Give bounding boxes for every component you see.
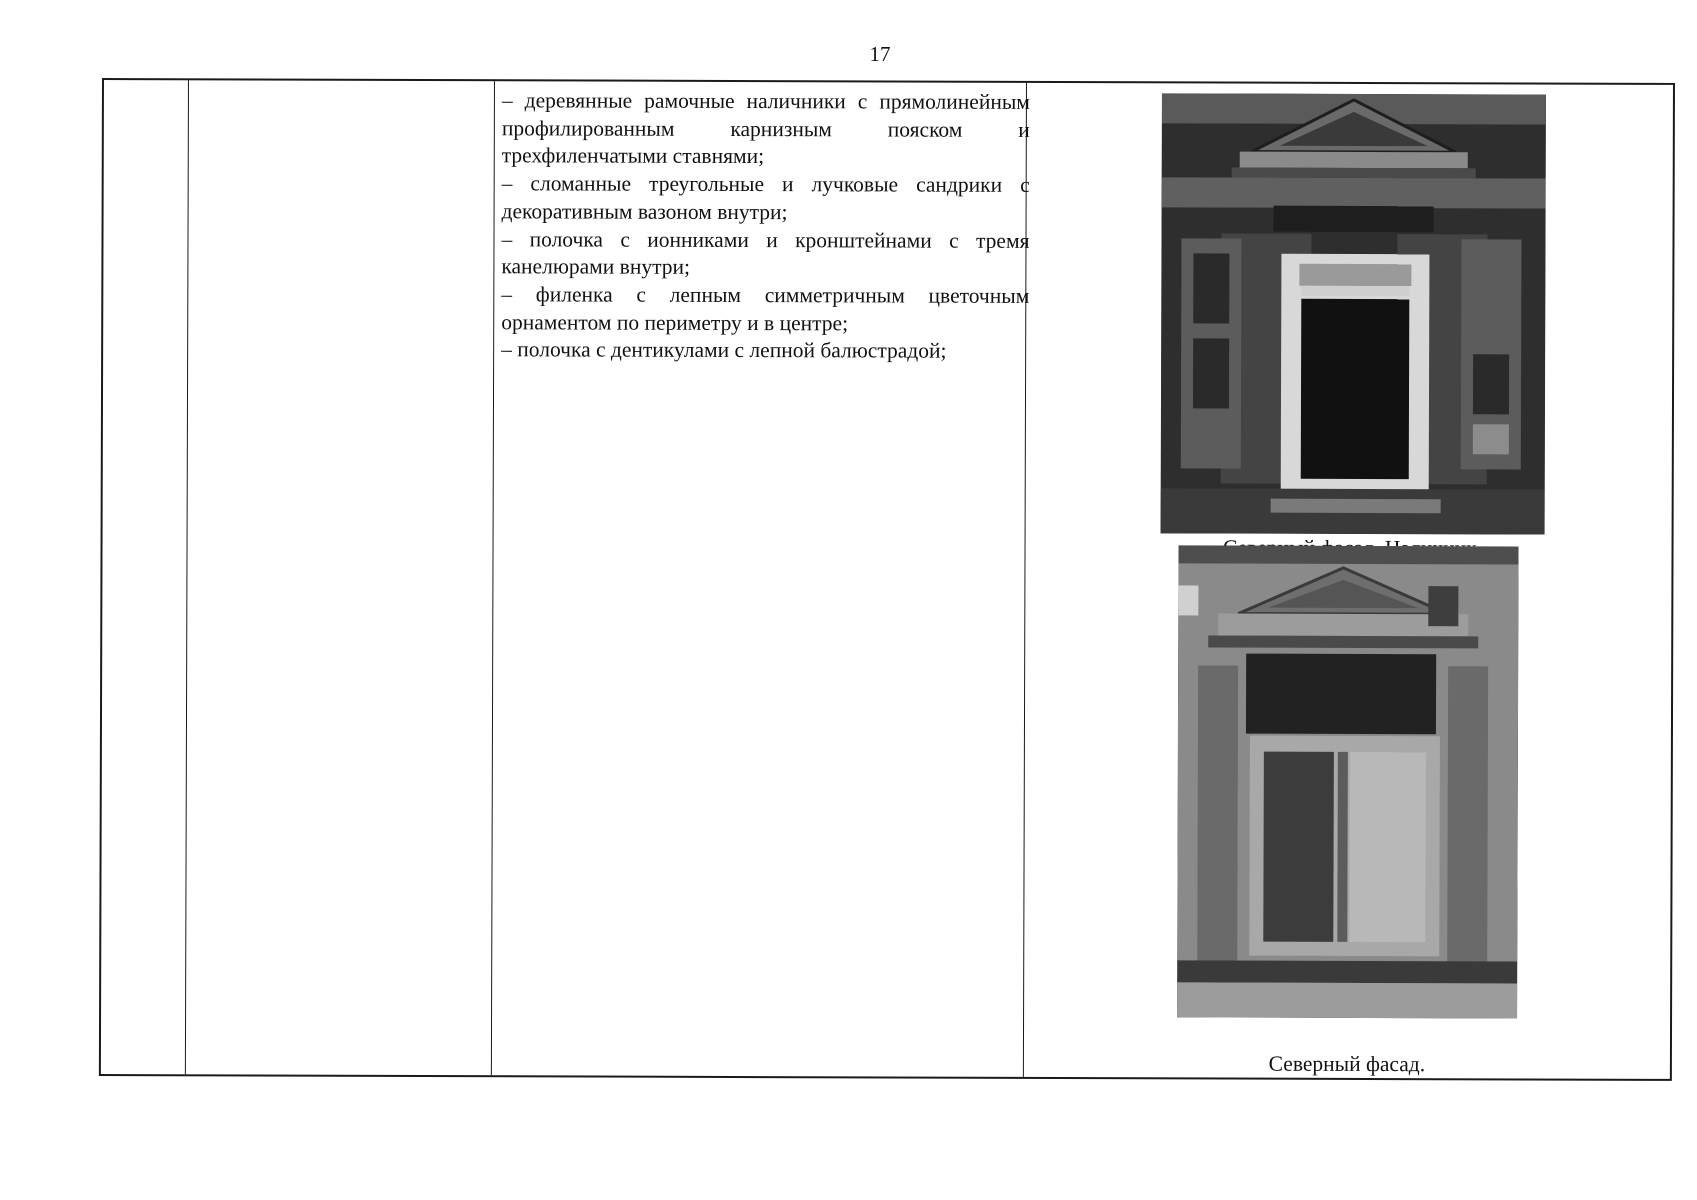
photo-caption: Северный фасад. [1268, 1051, 1426, 1077]
column-divider-1 [185, 80, 189, 1074]
description-item: – полочка с дентикулами с лепной балюстрадой; [501, 337, 947, 363]
window-casing-illustration [1161, 93, 1546, 534]
photo-facade-window [1177, 545, 1518, 1018]
page-number: 17 [869, 42, 891, 66]
facade-window-illustration [1177, 545, 1518, 1018]
description-item: – полочка с ионниками и кронштейнами с тремя канелюрами внутри; [501, 226, 1030, 280]
column-divider-2 [491, 81, 495, 1075]
description-item: – деревянные рамочные наличники с прямолинейным профилированным карнизным пояском и трехфиленчатыми ставнями; [501, 88, 1030, 169]
document-table [99, 78, 1675, 1081]
description-item: – филенка с лепным симметричным цветочным орнаментом по периметру и в центре; [501, 282, 1030, 335]
description-item: – сломанные треугольные и лучковые сандрики с декоративным вазоном внутри; [501, 171, 1030, 224]
photo-window-casing [1161, 93, 1546, 534]
description-cell [501, 87, 1030, 366]
